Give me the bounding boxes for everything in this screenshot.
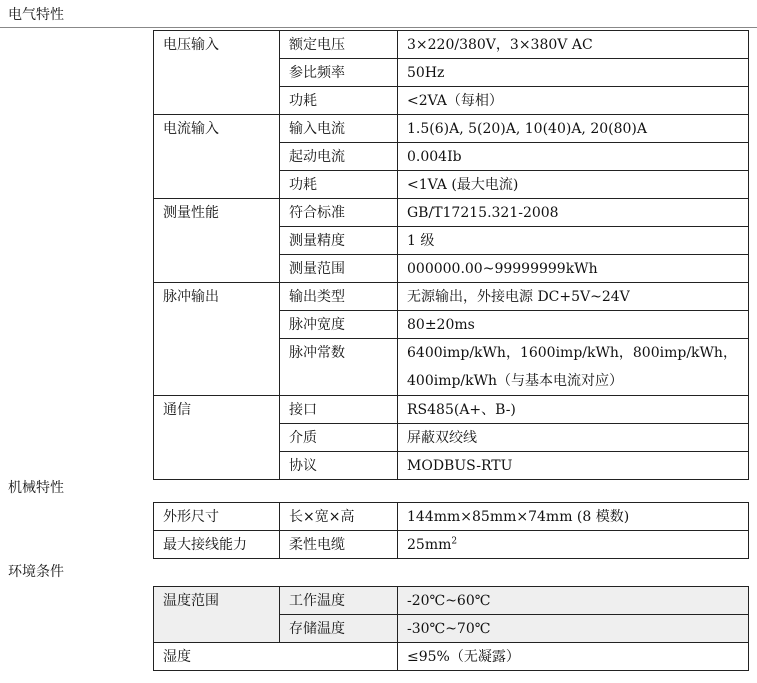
param-value: <2VA（每相）	[398, 87, 749, 115]
param-value: 144mm×85mm×74mm (8 模数)	[398, 503, 749, 531]
group-communication: 通信	[154, 396, 280, 480]
param-label: 脉冲常数	[280, 339, 398, 396]
param-label: 存储温度	[280, 615, 398, 643]
param-value: 屏蔽双绞线	[398, 424, 749, 452]
param-label: 协议	[280, 452, 398, 480]
param-group: 最大接线能力	[154, 531, 280, 559]
param-value: 80±20ms	[398, 311, 749, 339]
param-label: 额定电压	[280, 31, 398, 59]
top-rule	[0, 27, 757, 28]
table-row	[154, 503, 749, 531]
param-value-line: 400imp/kWh（与基本电流对应）	[407, 373, 624, 389]
param-label: 测量精度	[280, 227, 398, 255]
param-value	[398, 531, 749, 559]
table-row	[154, 115, 749, 143]
value-superscript: 2	[451, 535, 458, 546]
section-title-mechanical: 机械特性	[8, 480, 64, 496]
param-group: 外形尺寸	[154, 503, 280, 531]
table-row	[154, 283, 749, 311]
param-value: 1.5(6)A, 5(20)A, 10(40)A, 20(80)A	[398, 115, 749, 143]
param-value: 3×220/380V，3×380V AC	[398, 31, 749, 59]
param-label: 柔性电缆	[280, 531, 398, 559]
param-value: ≤95%（无凝露）	[398, 643, 749, 671]
param-value: 50Hz	[398, 59, 749, 87]
table-row	[154, 396, 749, 424]
param-value: GB/T17215.321-2008	[398, 199, 749, 227]
param-label: 功耗	[280, 171, 398, 199]
value-main: 25mm	[407, 536, 452, 553]
mechanical-spec-table	[153, 502, 749, 559]
table-row	[154, 199, 749, 227]
param-value: 0.004Ib	[398, 143, 749, 171]
group-current-input: 电流输入	[154, 115, 280, 199]
param-value-line: 6400imp/kWh，1600imp/kWh，800imp/kWh，	[407, 345, 737, 361]
param-label: 输入电流	[280, 115, 398, 143]
param-value: -20℃~60℃	[398, 587, 749, 615]
param-label: 介质	[280, 424, 398, 452]
table-row	[154, 643, 749, 671]
param-value	[398, 339, 749, 396]
param-label: 工作温度	[280, 587, 398, 615]
param-label: 参比频率	[280, 59, 398, 87]
group-voltage-input: 电压输入	[154, 31, 280, 115]
param-value: RS485(A+、B-)	[398, 396, 749, 424]
table-row	[154, 31, 749, 59]
table-row	[154, 531, 749, 559]
group-temperature: 温度范围	[154, 587, 280, 643]
param-label: 脉冲宽度	[280, 311, 398, 339]
table-row	[154, 587, 749, 615]
param-label: 功耗	[280, 87, 398, 115]
environment-spec-table	[153, 586, 749, 671]
param-value: 1 级	[398, 227, 749, 255]
group-humidity: 湿度	[154, 643, 398, 671]
param-label: 测量范围	[280, 255, 398, 283]
param-value: -30℃~70℃	[398, 615, 749, 643]
group-pulse-output: 脉冲输出	[154, 283, 280, 396]
param-value: MODBUS-RTU	[398, 452, 749, 480]
param-value: 无源输出，外接电源 DC+5V~24V	[398, 283, 749, 311]
group-measurement: 测量性能	[154, 199, 280, 283]
param-label: 长×宽×高	[280, 503, 398, 531]
param-label: 符合标准	[280, 199, 398, 227]
param-label: 接口	[280, 396, 398, 424]
param-label: 起动电流	[280, 143, 398, 171]
section-title-environment: 环境条件	[8, 564, 64, 580]
param-value: 000000.00~99999999kWh	[398, 255, 749, 283]
section-title-electrical: 电气特性	[8, 7, 64, 23]
electrical-spec-table	[153, 30, 749, 480]
param-label: 输出类型	[280, 283, 398, 311]
param-value: <1VA (最大电流)	[398, 171, 749, 199]
